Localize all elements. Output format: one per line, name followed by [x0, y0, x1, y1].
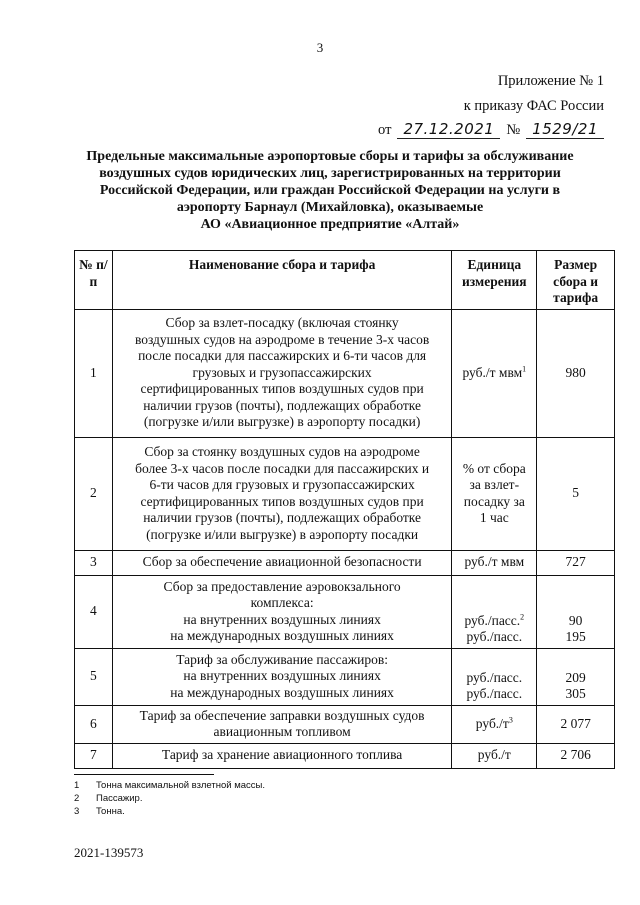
table-row: [75, 648, 615, 705]
number-label: №: [506, 122, 521, 138]
unit-line: [456, 613, 532, 630]
row-name: [112, 437, 452, 550]
unit-line: за взлет-: [469, 477, 520, 492]
row-value: [537, 575, 615, 648]
value-line: 195: [565, 629, 586, 644]
table-header-row: [75, 251, 615, 310]
document-id: 2021-139573: [74, 845, 144, 860]
row-value: 5: [537, 437, 615, 550]
name-line: Сбор за взлет-посадку (включая стоянку: [165, 315, 399, 331]
name-line: более 3-х часов после посадки для пассажирских и: [135, 460, 430, 476]
name-line: 6-ти часов для грузовых и грузопассажирских: [149, 477, 415, 492]
name-line: сертифицированных типов воздушных судов при: [140, 381, 424, 397]
row-unit: [452, 705, 537, 743]
row-unit: [452, 648, 537, 705]
row-unit: [452, 309, 537, 437]
unit-line: руб./пасс.: [466, 686, 523, 701]
name-line: наличии грузов (почты), подлежащих обработке: [143, 510, 421, 525]
unit-line: 1 час: [479, 510, 509, 525]
row-value: 2 077: [537, 705, 615, 743]
annex-date-number: [378, 120, 604, 139]
row-num: 2: [75, 437, 113, 550]
unit-line: руб./т: [477, 747, 511, 763]
table-row: [75, 743, 615, 768]
unit-line: % от сбора: [462, 460, 526, 476]
unit-text: руб./т: [475, 715, 509, 731]
value-line: 305: [565, 686, 586, 701]
row-num: 6: [75, 705, 113, 743]
title-line: АО «Авиационное предприятие «Алтай»: [200, 217, 460, 232]
name-line: на внутренних воздушных линиях: [183, 668, 381, 684]
name-line: на международных воздушных линиях: [170, 628, 394, 643]
name-line: на внутренних воздушных линиях: [183, 611, 381, 627]
row-name: [112, 743, 452, 768]
name-line: Тариф за хранение авиационного топлива: [161, 747, 403, 763]
name-line: авиационным топливом: [213, 724, 351, 739]
row-value: 980: [537, 309, 615, 437]
row-unit: [452, 743, 537, 768]
footnotes: [74, 779, 265, 818]
title-line: Предельные максимальные аэропортовые сборы и тарифы за обслуживание: [86, 149, 574, 164]
order-date: 27.12.2021: [397, 120, 500, 139]
header-size: Размер сбора и тарифа: [537, 251, 615, 310]
unit-line: руб./т мвм: [464, 554, 525, 570]
footnote: [74, 792, 265, 805]
value-line: 209: [565, 669, 586, 685]
value-line: 90: [568, 612, 583, 628]
footnote: [74, 779, 265, 792]
table-row: [75, 550, 615, 575]
unit-line: руб./пасс.: [466, 629, 523, 644]
footnote-text: Тонна.: [96, 806, 125, 817]
unit-text: руб./т мвм: [462, 364, 523, 380]
name-line: Сбор за предоставление аэровокзального: [163, 578, 401, 594]
table-row: [75, 437, 615, 550]
title-line: Российской Федерации, или граждан Российской Федерации на услуги в: [99, 183, 561, 198]
page-number: 3: [316, 40, 324, 55]
row-name: [112, 550, 452, 575]
name-line: после посадки для пассажирских и 6-ти часов для: [138, 348, 427, 364]
name-line: Сбор за стоянку воздушных судов на аэродроме: [144, 444, 420, 459]
footnote-text: Тонна максимальной взлетной массы.: [96, 780, 265, 791]
unit-text: руб./пасс.: [464, 612, 521, 628]
title-line: воздушных судов юридических лиц, зарегистрированных на территории: [99, 166, 561, 181]
footnote-number: 1: [74, 780, 80, 791]
name-line: (погрузке и/или выгрузке) в аэропорту посадки: [146, 526, 419, 542]
footnote-text: Пассажир.: [96, 793, 143, 804]
name-line: Тариф за обеспечение заправки воздушных судов: [139, 707, 425, 723]
title-line: аэропорту Барнаул (Михайловка), оказываемые: [176, 200, 484, 215]
row-num: 1: [75, 309, 113, 437]
footnote-ref: 3: [508, 715, 513, 725]
annex-order-ref: к приказу ФАС России: [463, 98, 604, 114]
row-value: [537, 648, 615, 705]
name-line: Сбор за обеспечение авиационной безопасности: [142, 554, 422, 570]
order-number: 1529/21: [526, 120, 604, 139]
unit-line: [456, 365, 532, 382]
footnote-number: 3: [74, 806, 80, 817]
footnote-number: 2: [74, 793, 80, 804]
row-unit: [452, 575, 537, 648]
table-row: [75, 575, 615, 648]
from-label: от: [378, 122, 392, 138]
row-num: 7: [75, 743, 113, 768]
footnote-divider: [74, 774, 214, 775]
row-name: [112, 309, 452, 437]
name-line: наличии грузов (почты), подлежащих обработке: [143, 397, 421, 413]
row-name: [112, 705, 452, 743]
name-line: сертифицированных типов воздушных судов при: [140, 493, 424, 509]
row-value: 2 706: [537, 743, 615, 768]
name-line: воздушных судов на аэродроме в течение 3-х часов: [134, 331, 430, 347]
header-unit: Единица измерения: [452, 251, 537, 310]
row-name: [112, 575, 452, 648]
row-name: [112, 648, 452, 705]
footnote-ref: 1: [522, 364, 527, 374]
footnote: [74, 805, 265, 818]
document-title: [60, 148, 600, 233]
table-row: [75, 309, 615, 437]
table-row: [75, 705, 615, 743]
tariffs-table: [74, 250, 615, 769]
name-line: на международных воздушных линиях: [170, 684, 394, 700]
row-num: 4: [75, 575, 113, 648]
name-line: грузовых и грузопассажирских: [192, 364, 372, 380]
header-name: Наименование сбора и тарифа: [112, 251, 452, 310]
row-num: 5: [75, 648, 113, 705]
row-num: 3: [75, 550, 113, 575]
row-value: 727: [537, 550, 615, 575]
unit-line: руб./пасс.: [466, 669, 523, 685]
footnote-ref: 2: [520, 612, 525, 621]
name-line: комплекса:: [250, 595, 314, 610]
row-unit: [452, 550, 537, 575]
name-line: (погрузке и/или выгрузке) в аэропорту посадки): [143, 414, 421, 430]
header-num: № п/п: [75, 251, 113, 310]
unit-line: [456, 716, 532, 733]
name-line: Тариф за обслуживание пассажиров:: [176, 651, 388, 667]
annex-title: Приложение № 1: [497, 73, 604, 89]
unit-line: посадку за: [463, 493, 525, 509]
row-unit: [452, 437, 537, 550]
